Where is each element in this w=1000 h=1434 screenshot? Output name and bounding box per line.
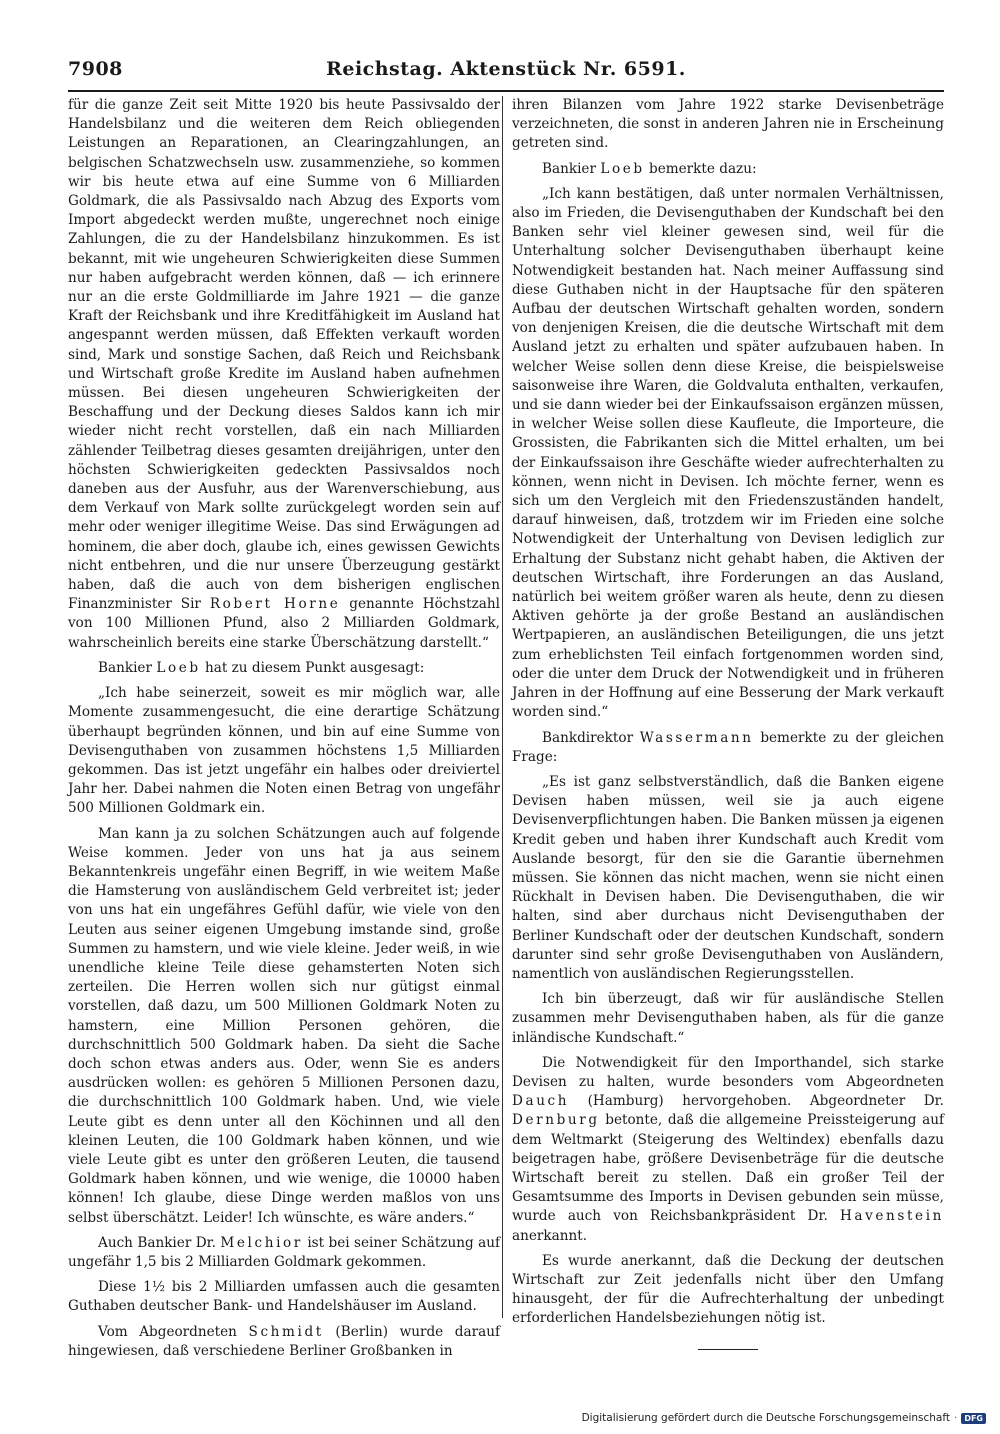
page-number: 7908: [68, 58, 123, 80]
paragraph: ihren Bilanzen vom Jahre 1922 starke Devisenbeträge verzeichneten, die sonst in anderen Jahren nie in Erscheinung getreten sind.: [512, 97, 944, 152]
person-name: Loeb: [156, 659, 201, 676]
paragraph: Bankier Loeb bemerkte dazu:: [542, 160, 757, 177]
person-name: Dauch: [512, 1093, 570, 1110]
person-name: Wassermann: [639, 729, 754, 746]
paragraph: Auch Bankier Dr. Melchior ist bei seiner Schätzung auf ungefähr 1,5 bis 2 Milliarden Goldmark gekommen.: [68, 1234, 501, 1270]
paragraph: Diese 1½ bis 2 Milliarden umfassen auch die gesamten Guthaben deutscher Bank- und Handelshäuser im Ausland.: [68, 1279, 500, 1315]
person-name: Loeb: [600, 160, 645, 177]
paragraph: für die ganze Zeit seit Mitte 1920 bis heute Passivsaldo der Handelsbilanz und die weiteren dem Reich obliegenden Leistungen an Reparationen, an Clearingzahlungen, an belgischen Schatzwechseln usw. zusammenziehe, so kommen wir bis heute etwa auf eine Summe von 6 Milliarden Goldmark, die als Passivsaldo nach Abzug des Exports vom Import abgedeckt werden mußte, ungerechnet noch einige Zahlungen, die zu der Handelsbilanz hinzukommen. Es ist bekannt, mit wie ungeheuren Schwierigkeiten diese Summen nur haben aufgebracht werden können, daß — ich erinnere nur an die erste Goldmilliarde im Jahre 1921 — die ganze Kraft der Reichsbank und ihre Kreditfähigkeit im Ausland hat angespannt werden müssen, daß Effekten verkauft worden sind, Mark und sonstige Sachen, daß Reich und Reichsbank und Wirtschaft große Kredite im Ausland haben aufnehmen müssen. Bei diesen ungeheuren Schwierigkeiten der Beschaffung und der Deckung dieses Saldos kann ich mir wieder nicht recht vorstellen, daß ein nach Milliarden zählender Teilbetrag dieses gesamten dreijährigen, unter den höchsten Schwierigkeiten gedeckten Passivsaldos noch daneben aus der Ausfuhr, aus der Warenverschiebung, aus dem Verkauf von Mark sollte zurückgelegt worden sein auf mehr oder weniger illegitime Weise. Das sind Erwägungen ad hominem, die aber doch, glaube ich, eines gewissen Gewichts nicht entbehren, und die nur unsere Überzeugung gestärkt haben, daß die auch von dem bisherigen englischen Finanzminister Sir Robert Horne genannte Höchstzahl von 100 Millionen Pfund, also 2 Milliarden Goldmark, wahrscheinlich bereits eine starke Überschätzung darstellt.“: [68, 97, 500, 651]
digitization-credit: [582, 1412, 986, 1424]
person-name: Havenstein: [839, 1208, 944, 1225]
paragraph: Die Notwendigkeit für den Importhandel, sich starke Devisen zu halten, wurde besonders vom Abgeordneten Dauch (Hamburg) hervorgehoben. Abgeordneter Dr. Dernburg betonte, daß die allgemeine Preissteigerung auf dem Weltmarkt (Steigerung des Weltindex) ebenfalls dazu beigetragen habe, größere Devisenbeträge für die deutsche Wirtschaft bereit zu stellen. Daß ein großer Teil der Gesamtsumme des Imports in Devisen gebunden sein müsse, wurde auch von Reichsbankpräsident Dr. Havenstein anerkannt.: [512, 1054, 944, 1244]
paragraph: „Ich kann bestätigen, daß unter normalen Verhältnissen, also im Frieden, die Devisenguthaben der Kundschaft bei den Banken sehr viel kleiner gewesen sind, weil für die Unterhaltung solcher Devisenguthaben überhaupt keine Notwendigkeit bestanden hat. Nach meiner Auffassung sind diese Guthaben nicht in der Hauptsache für den späteren Aufbau der deutschen Wirtschaft gehalten worden, sondern von denjenigen Kreisen, die die deutsche Wirtschaft mit dem Ausland jetzt zu erhalten und später aufzubauen haben. In welcher Weise sollen denn diese Kreise, die beispielsweise saisonweise ihre Waren, die Goldvaluta enthalten, verkaufen, und sie dann wieder bei der Einkaufssaison ergänzen müssen, in welcher Weise sollen diese Kaufleute, die Importeure, die Grossisten, die Fabrikanten sich die Mittel erhalten, um bei der Einkaufssaison ihre Geschäfte wieder aufrechterhalten zu können, wenn nicht in Devisen. Ich möchte ferner, wenn es sich um den Vergleich mit den Friedenszuständen handelt, darauf hinweisen, daß, trotzdem wir im Frieden eine solche Notwendigkeit der Unterhaltung von Devisen lediglich zur Erhaltung der Substanz nicht gehabt haben, die Aktiven der deutschen Wirtschaft, ihre Forderungen an das Ausland, natürlich bei weitem größer waren als heute, denn zu diesen Aktiven gehörte ja der große Bestand an ausländischen Wertpapieren, an ausländischen Beteiligungen, die uns jetzt zum erheblichsten Teil einfach fortgenommen worden sind, oder die unter dem Druck der Notwendigkeit und in früheren Jahren in der Hoffnung auf eine Besserung der Mark verkauft worden sind.“: [512, 185, 944, 721]
left-column: [68, 96, 500, 1367]
credit-text: Digitalisierung gefördert durch die Deutsche Forschungsgemeinschaft: [581, 1412, 950, 1424]
person-name: Robert Horne: [209, 596, 341, 613]
column-divider: [502, 96, 503, 1318]
right-column: [512, 96, 944, 1350]
paragraph: „Ich habe seinerzeit, soweit es mir möglich war, alle Momente zusammengesucht, die eine derartige Schätzung überhaupt begründen können, und bin auf eine Summe von Devisenguthaben von zusammen höchstens 1,5 Milliarden gekommen. Das ist jetzt ungefähr ein halbes oder dreiviertel Jahr her. Dabei nahmen die Noten einen Betrag von ungefähr 500 Millionen Goldmark ein.: [68, 685, 500, 817]
paragraph: Man kann ja zu solchen Schätzungen auch auf folgende Weise kommen. Jeder von uns hat ja aus seinem Bekanntenkreis ungefähr einen Begriff, in wie weitem Maße die Hamsterung von ausländischem Geld verbreitet ist; jeder von uns hat ein ungefähres Gefühl dafür, wie viele von den Leuten aus seiner eigenen Umgebung imstande sind, große Summen zu hamstern, und wie viele kleine. Jeder weiß, in wie unendliche kleine Teile diese gehamsterten Noten sich zerteilen. Die Herren wollen sich nur gütigst einmal vorstellen, daß dazu, um 500 Millionen Goldmark Noten zu hamstern, eine Million Personen gehören, die durchschnittlich 500 Goldmark haben. Da sieht die Sache doch schon etwas anders aus. Oder, wenn Sie es anders ausdrücken wollen: es gehören 5 Millionen Personen dazu, die durchschnittlich 100 Goldmark haben. Und, wie viele Leute gibt es denn unter all den Köchinnen und all den kleinen Leuten, die 100 Goldmark haben können, und wie viele Leute gibt es unter den größeren Leuten, die tausend Goldmark haben können, und wie wenige, die 10000 haben können! Ich glaube, diese Dinge werden maßlos von uns selbst überschätzt. Leider! Ich wünschte, es wäre anders.“: [68, 825, 500, 1226]
page-header: [68, 56, 944, 92]
paragraph: Es wurde anerkannt, daß die Deckung der deutschen Wirtschaft zur Zeit jedenfalls nicht über den Umfang hinausgeht, der für die Aufrechterhaltung der unbedingt erforderlichen Handelsbeziehungen nötig ist.: [512, 1252, 944, 1327]
person-name: Melchior: [220, 1234, 303, 1251]
dfg-logo-icon: DFG: [961, 1413, 986, 1424]
paragraph: Ich bin überzeugt, daß wir für ausländische Stellen zusammen mehr Devisenguthaben haben, als für die ganze inländische Kundschaft.“: [512, 991, 944, 1046]
paragraph: Bankdirektor Wassermann bemerkte zu der gleichen Frage:: [512, 729, 944, 765]
credit-separator: ·: [953, 1412, 958, 1424]
running-title: Reichstag. Aktenstück Nr. 6591.: [326, 58, 686, 80]
paragraph: Vom Abgeordneten Schmidt (Berlin) wurde darauf hingewiesen, daß verschiedene Berliner Großbanken in: [68, 1323, 501, 1359]
person-name: Dernburg: [512, 1112, 600, 1129]
paragraph: Bankier Loeb hat zu diesem Punkt ausgesagt:: [98, 659, 425, 676]
paragraph: „Es ist ganz selbstverständlich, daß die Banken eigene Devisen haben müssen, weil sie ja auch eigene Devisenverpflichtungen haben. Die Banken müssen ja eigenen Kredit geben und haben ihrer Kundschaft auch Kredit vom Auslande besorgt, für den sie die Garantie übernehmen müssen. Sie können das nicht machen, wenn sie nicht einen Rückhalt in Devisen haben. Die Devisenguthaben, die wir halten, sind aber durchaus nicht Devisenguthaben der Berliner Kundschaft oder der deutschen Kundschaft, sondern darunter sind sehr große Devisenguthaben von Ausländern, namentlich von ausländischen Regierungsstellen.: [512, 773, 944, 982]
end-separator-rule: [698, 1349, 758, 1350]
person-name: Schmidt: [248, 1323, 324, 1340]
